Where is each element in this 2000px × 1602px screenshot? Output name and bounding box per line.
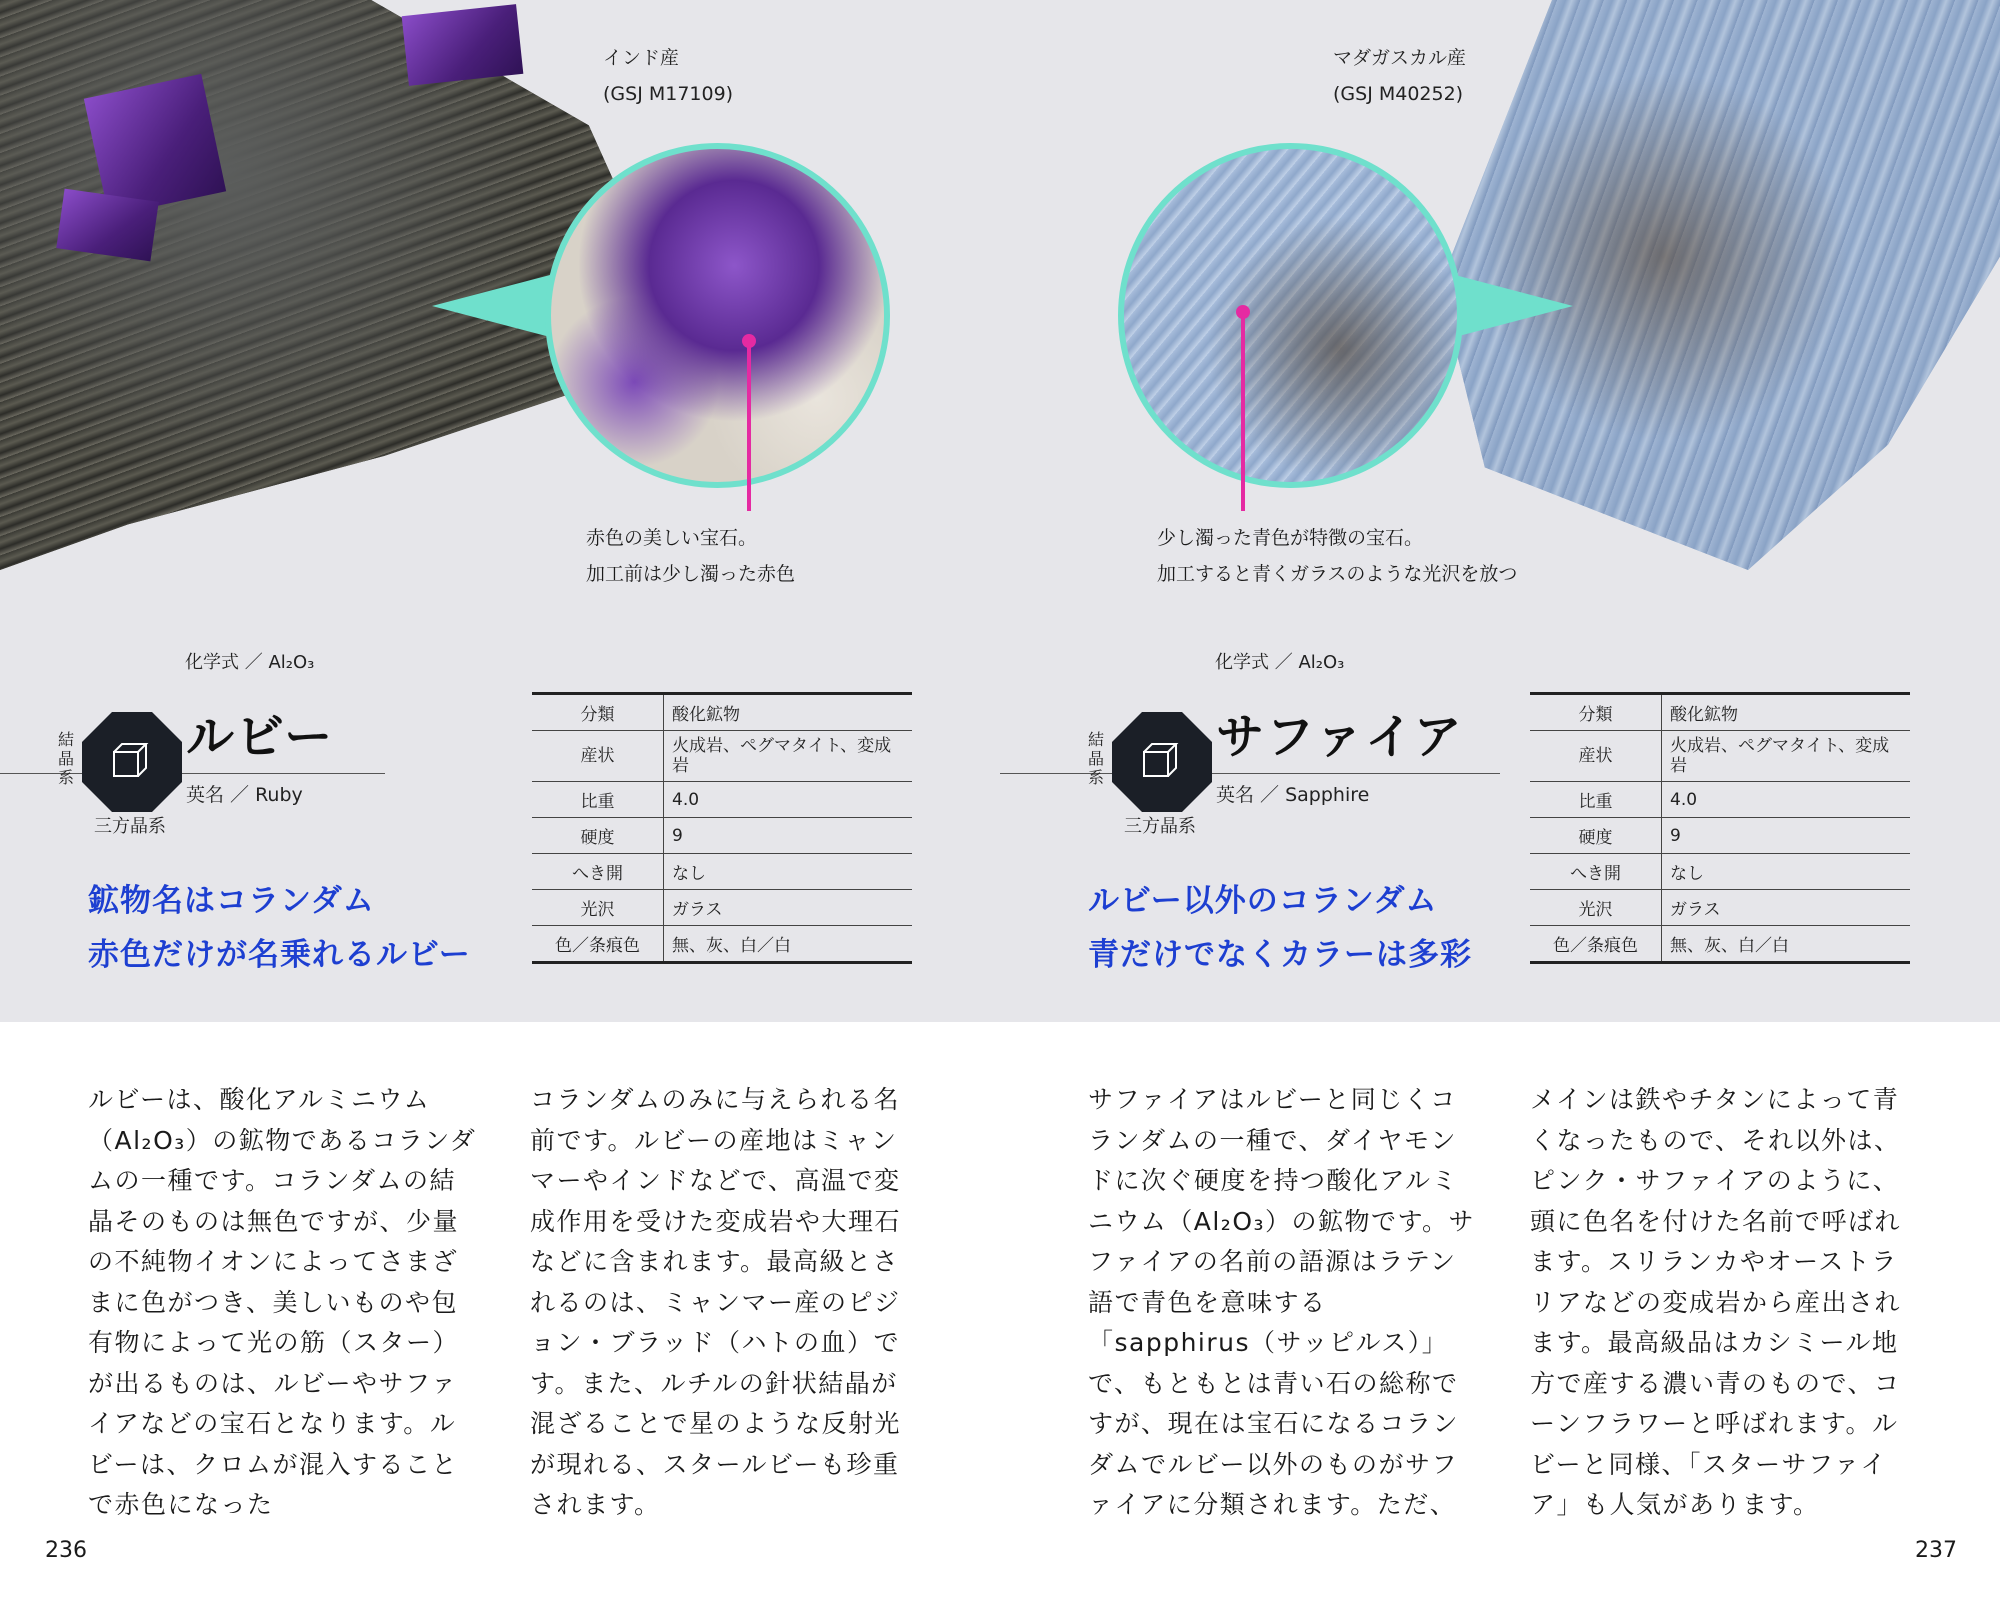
body-text-column: コランダムのみに与えられる名前です。ルビーの産地はミャンマーやインドなどで、高温で変成作用を受けた変成岩や大理石などに含まれます。最高級とされるのは、ミャンマー産のピジョン・ブラッド（ハトの血）です。また、ルチルの針状結晶が混ざることで星のような反射光が現れる、スタールビーも珍重されます。 [530,1085,902,1519]
headline: ルビー以外のコランダム 青だけでなくカラーは多彩 [1088,883,1472,973]
mineral-name: サファイア [1216,709,1464,765]
page-number: 237 [1915,1538,1957,1563]
specimen-caption: 赤色の美しい宝石。 加工前は少し濁った赤色 [586,527,796,585]
property-value: 火成岩、ペグマタイト、変成岩 [1662,731,1911,782]
table-row [1530,731,1910,782]
property-value: 酸化鉱物 [664,694,913,731]
property-value: 火成岩、ペグマタイト、変成岩 [664,731,913,782]
property-value: 4.0 [1662,782,1911,818]
property-value: ガラス [664,890,913,926]
body-text-column: サファイアはルビーと同じくコランダムの一種で、ダイヤモンドに次ぐ硬度を持つ酸化アルミニウム（Al₂O₃）の鉱物です。サファイアの名前の語源はラテン語で青色を意味する「sapphirus（サッピルス）」で、もともとは青い石の総称ですが、現在は宝石になるコランダムでルビー以外のものがサファイアに分類されます。ただ、 [1088,1085,1476,1519]
specimen-caption: 少し濁った青色が特徴の宝石。 加工すると青くガラスのような光沢を放つ [1157,527,1518,585]
body-text-column: メインは鉄やチタンによって青くなったもので、それ以外は、ピンク・サファイアのように、頭に色名を付けた名前で呼ばれます。スリランカやオーストラリアなどの変成岩から産出されます。最高級品はカシミール地方で産する濃い青のもので、コーンフラワーと呼ばれます。ルビーと同様、「スターサファイア」も人気があります。 [1530,1085,1902,1519]
property-value: 9 [664,818,913,854]
table-row [1530,890,1910,926]
divider-line [1000,773,1500,774]
table-row [1530,818,1910,854]
page-number: 236 [45,1538,87,1563]
property-key: 比重 [532,782,664,818]
property-key: へき開 [1530,854,1662,890]
property-value: 無、灰、白／白 [664,926,913,963]
property-key: 比重 [1530,782,1662,818]
headline: 鉱物名はコランダム 赤色だけが名乗れるルビー [88,883,471,973]
specimen-origin: マダガスカル産 (GSJ M40252) [1333,47,1467,105]
property-value: 酸化鉱物 [1662,694,1911,731]
properties-table [1530,692,1910,964]
property-key: 光沢 [532,890,664,926]
property-key: 色／条痕色 [532,926,664,963]
property-value: なし [664,854,913,890]
property-value: なし [1662,854,1911,890]
cube-icon [1138,738,1182,782]
property-key: 硬度 [532,818,664,854]
mineral-name: ルビー [186,709,335,765]
property-key: 分類 [532,694,664,731]
chemical-formula: 化学式 ／ Al₂O₃ [185,652,315,673]
property-key: 産状 [532,731,664,782]
property-key: 硬度 [1530,818,1662,854]
crystal-system-label: 結晶系 [57,730,74,787]
property-key: へき開 [532,854,664,890]
property-key: 光沢 [1530,890,1662,926]
crystal-system-badge [1112,712,1212,812]
property-value: 4.0 [664,782,913,818]
crystal-system-label: 結晶系 [1087,730,1104,787]
property-key: 色／条痕色 [1530,926,1662,963]
property-value: 9 [1662,818,1911,854]
property-value: ガラス [1662,890,1911,926]
english-name: 英名 ／ Sapphire [1216,784,1370,806]
magnifier-pointer [1455,275,1573,337]
specimen-origin: インド産 (GSJ M17109) [603,47,734,105]
sapphire-closeup-lens [1118,143,1463,488]
property-key: 産状 [1530,731,1662,782]
table-row [1530,926,1910,963]
property-value: 無、灰、白／白 [1662,926,1911,963]
table-row [1530,854,1910,890]
crystal-system: 三方晶系 [1124,816,1196,837]
property-key: 分類 [1530,694,1662,731]
english-name: 英名 ／ Ruby [186,784,303,806]
crystal-system: 三方晶系 [94,816,166,837]
body-text-column: ルビーは、酸化アルミニウム（Al₂O₃）の鉱物であるコランダムの一種です。コランダムの結晶そのものは無色ですが、少量の不純物イオンによってさまざまに色がつき、美しいものや包有物によって光の筋（スター）が出るものは、ルビーやサファイアなどの宝石となります。ルビーは、クロムが混入することで赤色になった [88,1085,477,1519]
table-row [1530,782,1910,818]
chemical-formula: 化学式 ／ Al₂O₃ [1215,652,1345,673]
table-row [1530,694,1910,731]
pin-line [1241,312,1245,511]
